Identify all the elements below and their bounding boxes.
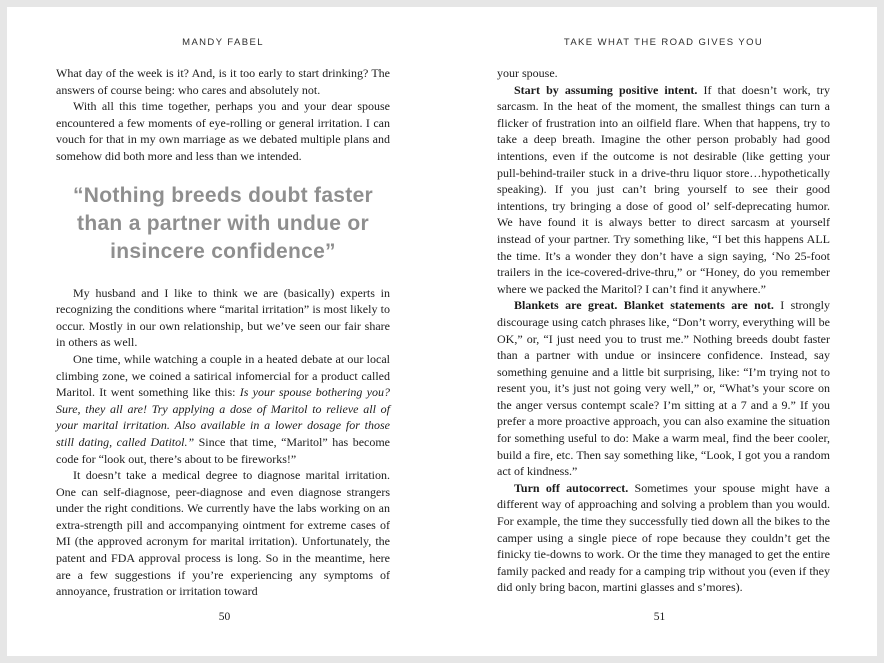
text-run: What day of the week is it? And, is it too early to start drinking? The answers of course being: who cares and absolutely not.	[56, 66, 390, 97]
page-number-left: 50	[218, 611, 231, 623]
text-run: your spouse.	[497, 66, 558, 80]
text-run: It doesn’t take a medical degree to diagnose marital irritation. One can self-diagnose, peer-diagnose and even diagnose strangers under the right conditions. We currently have the labs working on an extra-strength pill and accompanying ointment for extreme cases of MI (the approved acronym for marital irritation). Unfortunately, the patent and FDA approval process is long. So in the meantime, here are a few suggestions if you’re experiencing any symptoms of annoyance, frustration or irritation toward	[56, 468, 390, 599]
paragraph	[56, 65, 390, 98]
text-run: Since that time, “Maritol” has become code for “look out, there’s about to be fireworks!”	[56, 434, 391, 466]
paragraph	[56, 285, 390, 351]
text-run: Turn off autocorrect.	[514, 480, 629, 495]
text-run: My husband and I like to think we are (basically) experts in recognizing the conditions where “marital irritation” is most likely to occur. Mostly in our own relationship, but we’ve seen our fair share in others as well.	[56, 285, 390, 350]
paragraph	[497, 297, 830, 480]
page-number-right: 51	[653, 611, 666, 623]
text-run: If that doesn’t work, try sarcasm. In the heat of the moment, the smallest things can turn a flicker of frustration into an oilfield flare. When that happens, try to take a deep breath. Imagine the other person probably had good intentions, even if the outcome is not desirable (like getting your pull-behind-trailer stuck in a drive-thru liquor store…hypothetically speaking). If you just can’t bring yourself to see their good intentions, try bringing a dose of good ol’ self-deprecating humor. We have found it is always better to direct sarcasm at yourself instead of your partner. Try something like, “I bet this happens ALL the time. It’s a wonder they don’t have a sign saying, ‘No 25-foot trailers in the ice-covered-drive-thru,” or “Honey, do you remember where we packed the Maritol? I can’t find it anywhere.”	[497, 82, 830, 296]
paragraph	[497, 82, 830, 298]
left-page	[7, 7, 442, 656]
paragraph	[497, 65, 830, 82]
text-run: Start by assuming positive intent.	[514, 82, 698, 97]
paragraph	[56, 351, 390, 467]
text-run: “Nothing breeds doubt faster than a partner with undue or insincere confidence”	[72, 183, 374, 263]
right-page-body	[497, 65, 830, 596]
running-header-author: MANDY FABEL	[182, 37, 264, 48]
text-run: Sometimes your spouse might have a different way of approaching and solving a problem than you would. For example, the time they successfully tied down all the bikes to the camper using a single piece of rope because they couldn’t get the finicky tie-downs to work. Or the time they managed to get the entire family packed and ready for a camping trip without you (even if they did only bring bacon, martini glasses and s’mores).	[497, 480, 830, 595]
text-run: With all this time together, perhaps you and your dear spouse encountered a few moments of eye-rolling or general irritation. I can vouch for that in my own marriage as we debated multiple plans and somehow did both more and less than we intended.	[56, 99, 390, 163]
paragraph	[56, 98, 390, 164]
text-run: Blankets are great. Blanket statements are not.	[514, 298, 774, 313]
paragraph	[497, 480, 830, 596]
left-page-body	[56, 65, 390, 600]
running-header-title: TAKE WHAT THE ROAD GIVES YOU	[563, 37, 764, 48]
text-run: I strongly discourage using catch phrases like, “Don’t worry, everything will be OK,” or, “I just need you to trust me.” Nothing breeds doubt faster than a partner with undue or insincere confidence. Instead, say something genuine and a little bit surprising, like: “I’m trying not to resent you, it’s just not going very well,” or, “What’s your score on the anger versus contempt scale? I’m sitting at a 7 and a 9.” If you prefer a more proactive approach, you can also examine the situation for something useful to do: Make a warm meal, find the beer cooler, build a fire, etc. Then say something like, “Look, I got you a random act of kindness.”	[497, 298, 830, 479]
open-book	[7, 7, 877, 656]
text-run: Is your spouse bothering you? Sure, they all are! Try applying a dose of Maritol to relieve all of your marital irritation. Also available in a lower dosage for those still dating, called Datitol.”	[56, 385, 390, 449]
text-run: One time, while watching a couple in a heated debate at our local climbing zone, we coined a satirical infomercial for a product called Maritol. It went something like this:	[56, 351, 390, 400]
right-page	[442, 7, 877, 656]
paragraph	[56, 467, 390, 600]
pull-quote	[58, 182, 388, 266]
